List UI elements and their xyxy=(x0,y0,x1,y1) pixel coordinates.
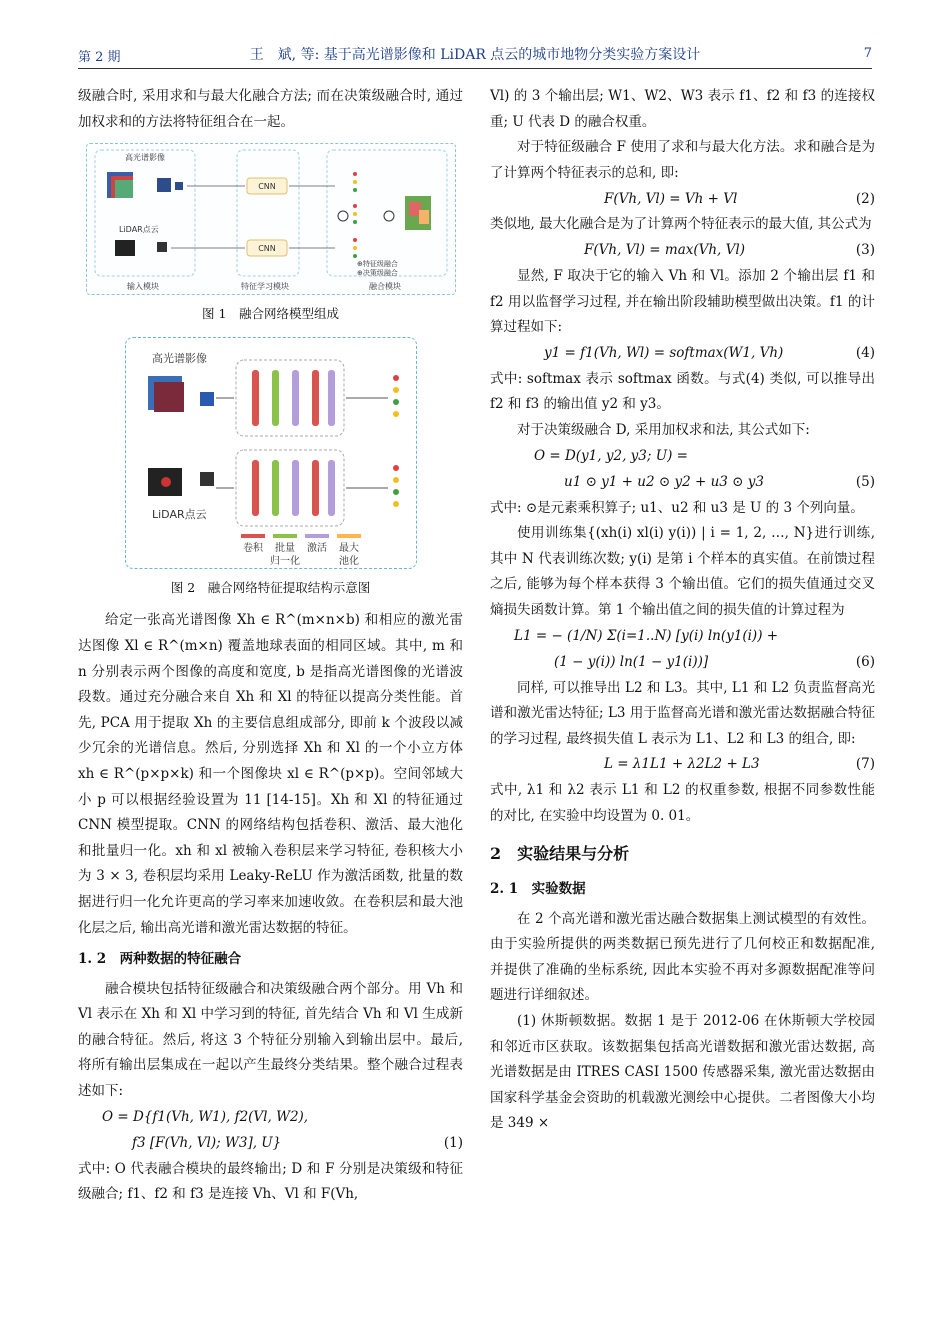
figure-1-caption: 图 1 融合网络模型组成 xyxy=(202,306,339,322)
equation-4: y1 = f1(Vh, Wl) = softmax(W1, Vh) (4) xyxy=(544,344,875,361)
paragraph: 给定一张高光谱图像 Xh ∈ R^(m×n×b) 和相应的激光雷达图像 Xl ∈ R^(m×n) 覆盖地球表面的相同区域。其中, m 和 n 分别表示两个图像的高度和宽度, b 是指高光谱图像的光谱波段数。通过充分融合来自 Xh 和 Xl 的特征以提高分类性能。首先, PCA 用于提取 Xh 的主要信息组成部分, 即前 k 个波段以减少冗余的光谱信息。然后, 分别选择 Xh 和 Xl 的一个小立方体 xh ∈ R^(p×p×k) 和一个图像块 xl ∈ R^(p×p)。空间邻域大小 p 可以根据经验设置为 11 [14-15]。Xh 和 Xl 的特征通过 CNN 模型提取。CNN 的网络结构包括卷积、激活、最大池化和批量归一化。xh 和 xl 被输入卷积层来学习特征, 卷积核大小为 3 × 3, 卷积层均采用 Leaky-ReLU 作为激活函数, 批量的数据进行归一化允许更高的学习率来加速收敛。在卷积层和最大池化层之后, 输出高光谱和激光雷达数据的特征。 xyxy=(78,612,463,936)
equation-7: L = λ1L1 + λ2L2 + L3 (7) xyxy=(604,756,875,773)
paragraph: 使用训练集{(xh(i) xl(i) y(i)) | i = 1, 2, …, N}进行训练, 其中 N 代表训练次数; y(i) 是第 i 个样本的真实值。在前馈过程之后, 能够为每个样本获得 3 个输出值。它们的损失值通过交叉熵损失函数计算。第 1 个输出值之间的损失值的计算过程为 xyxy=(490,525,875,618)
equation-2: F(Vh, Vl) = Vh + Vl (2) xyxy=(604,190,875,207)
fig1-cnn2: CNN xyxy=(258,244,276,254)
paragraph: 融合模块包括特征级融合和决策级融合两个部分。用 Vh 和 Vl 表示在 Xh 和 Xl 中学习到的特征, 首先结合 Vh 和 Vl 生成新的融合特征。然后, 将这 3 个特征分别输入到输出层中。最后, 将所有输出层集成在一起以产生最终分类结果。整个融合过程表述如下: xyxy=(78,980,463,1100)
left-column xyxy=(78,84,463,1208)
right-column xyxy=(490,84,875,1137)
equation-1b: f3 [F(Vh, Vl); W3], U} (1) xyxy=(132,1134,463,1151)
fig2-layers-bottom xyxy=(252,460,335,516)
section-heading: 2 实验结果与分析 xyxy=(490,844,630,864)
paragraph: 对于决策级融合 D, 采用加权求和法, 其公式如下: xyxy=(517,421,810,438)
paragraph: Vl) 的 3 个输出层; W1、W2、W3 表示 f1、f2 和 f3 的连接权重; U 代表 D 的融合权重。 xyxy=(490,88,875,130)
equation-3: F(Vh, Vl) = max(Vh, Vl) (3) xyxy=(584,242,875,259)
fig1-cnn1: CNN xyxy=(258,182,276,192)
issue-number: 第 2 期 xyxy=(78,50,121,65)
paragraph: 级融合时, 采用求和与最大化融合方法; 而在决策级融合时, 通过加权求和的方法将特征组合在一起。 xyxy=(78,88,463,130)
running-title: 王 斌, 等: 基于高光谱影像和 LiDAR 点云的城市地物分类实验方案设计 xyxy=(249,47,701,63)
paragraph: 式中: O 代表融合模块的最终输出; D 和 F 分别是决策级和特征级融合; f1、f2 和 f3 是连接 Vh、Vl 和 F(Vh, xyxy=(78,1160,463,1203)
fig1-module-input: 输入模块 xyxy=(127,282,159,292)
paragraph: 对于特征级融合 F 使用了求和与最大化方法。求和融合是为了计算两个特征表示的总和, 即: xyxy=(490,139,875,181)
fig1-lidar-label: LiDAR点云 xyxy=(119,225,159,235)
subsection-heading: 2. 1 实验数据 xyxy=(490,881,586,898)
fig2-legend-bn2: 归一化 xyxy=(269,555,300,567)
equation-6b: (1 − y(i)) ln(1 − y1(i))] (6) xyxy=(554,653,875,670)
figure-1 xyxy=(86,143,456,295)
equation-5a: O = D(y1, y2, y3; U) = xyxy=(534,447,688,464)
paragraph: 显然, F 取决于它的输入 Vh 和 Vl。添加 2 个输出层 f1 和 f2 用以监督学习过程, 并在输出阶段辅助模型做出决策。f1 的计算过程如下: xyxy=(490,267,875,336)
fig2-legend-pool1: 最大 xyxy=(338,542,359,554)
paragraph: 在 2 个高光谱和激光雷达融合数据集上测试模型的有效性。由于实验所提供的两类数据已预先进行了几何校正和数据配准, 并提供了准确的坐标系统, 因此本实验不再对多源数据配准等问题进行详细叙述。 xyxy=(490,910,875,1004)
fig1-legend-decision: ⊕决策级融合 xyxy=(357,269,398,278)
equation-6a: L1 = − (1/N) Σ(i=1..N) [y(i) ln(y1(i)) + xyxy=(514,627,779,644)
figure-1-diagram xyxy=(87,144,455,294)
fig2-lidar-label: LiDAR点云 xyxy=(151,507,207,521)
fig1-legend-feature: ⊕特征级融合 xyxy=(357,260,398,269)
paragraph: (1) 休斯顿数据。数据 1 是于 2012-06 在休斯顿大学校园和邻近市区获取。该数据集包括高光谱数据和激光雷达数据, 高光谱数据是由 ITRES CASI 1500 传感器采集, 激光雷达数据由国家科学基金会资助的机载激光测绘中心提供。二者图像大小均是 349 × xyxy=(490,1013,875,1132)
section-heading: 1. 2 两种数据的特征融合 xyxy=(78,951,242,968)
page-number: 7 xyxy=(863,46,872,61)
fig1-hsi-label: 高光谱影像 xyxy=(125,153,165,163)
fig1-module-fusion: 融合模块 xyxy=(369,282,401,292)
running-header xyxy=(78,42,872,69)
fig2-layers-top xyxy=(252,370,335,426)
paragraph: 同样, 可以推导出 L2 和 L3。其中, L1 和 L2 负责监督高光谱和激光雷达特征; L3 用于监督高光谱和激光雷达数据融合特征的学习过程, 最终损失值 L 表示为 L1、L2 和 L3 的组合, 即: xyxy=(490,679,875,747)
equation-5b: u1 ⊙ y1 + u2 ⊙ y2 + u3 ⊙ y3 (5) xyxy=(564,473,875,490)
fig2-legend-act: 激活 xyxy=(306,542,327,554)
figure-2-diagram xyxy=(126,338,416,568)
figure-2 xyxy=(125,337,417,569)
fig2-legend-pool2: 池化 xyxy=(338,555,359,567)
fig2-legend-conv: 卷积 xyxy=(242,542,263,554)
fig1-module-feature: 特征学习模块 xyxy=(241,282,289,292)
fig2-hsi-label: 高光谱影像 xyxy=(151,351,207,365)
paragraph: 式中: ⊙是元素乘积算子; u1、u2 和 u3 是 U 的 3 个列向量。 xyxy=(490,499,864,516)
paragraph: 式中, λ1 和 λ2 表示 L1 和 L2 的权重参数, 根据不同参数性能的对比, 在实验中均设置为 0. 01。 xyxy=(490,782,875,824)
paragraph: 类似地, 最大化融合是为了计算两个特征表示的最大值, 其公式为 xyxy=(490,216,872,233)
paragraph: 式中: softmax 表示 softmax 函数。与式(4) 类似, 可以推导出 f2 和 f3 的输出值 y2 和 y3。 xyxy=(490,370,875,413)
equation-1a: O = D{f1(Vh, W1), f2(Vl, W2), xyxy=(102,1108,309,1125)
fig2-legend-bn1: 批量 xyxy=(274,542,295,554)
figure-2-caption: 图 2 融合网络特征提取结构示意图 xyxy=(170,579,371,595)
